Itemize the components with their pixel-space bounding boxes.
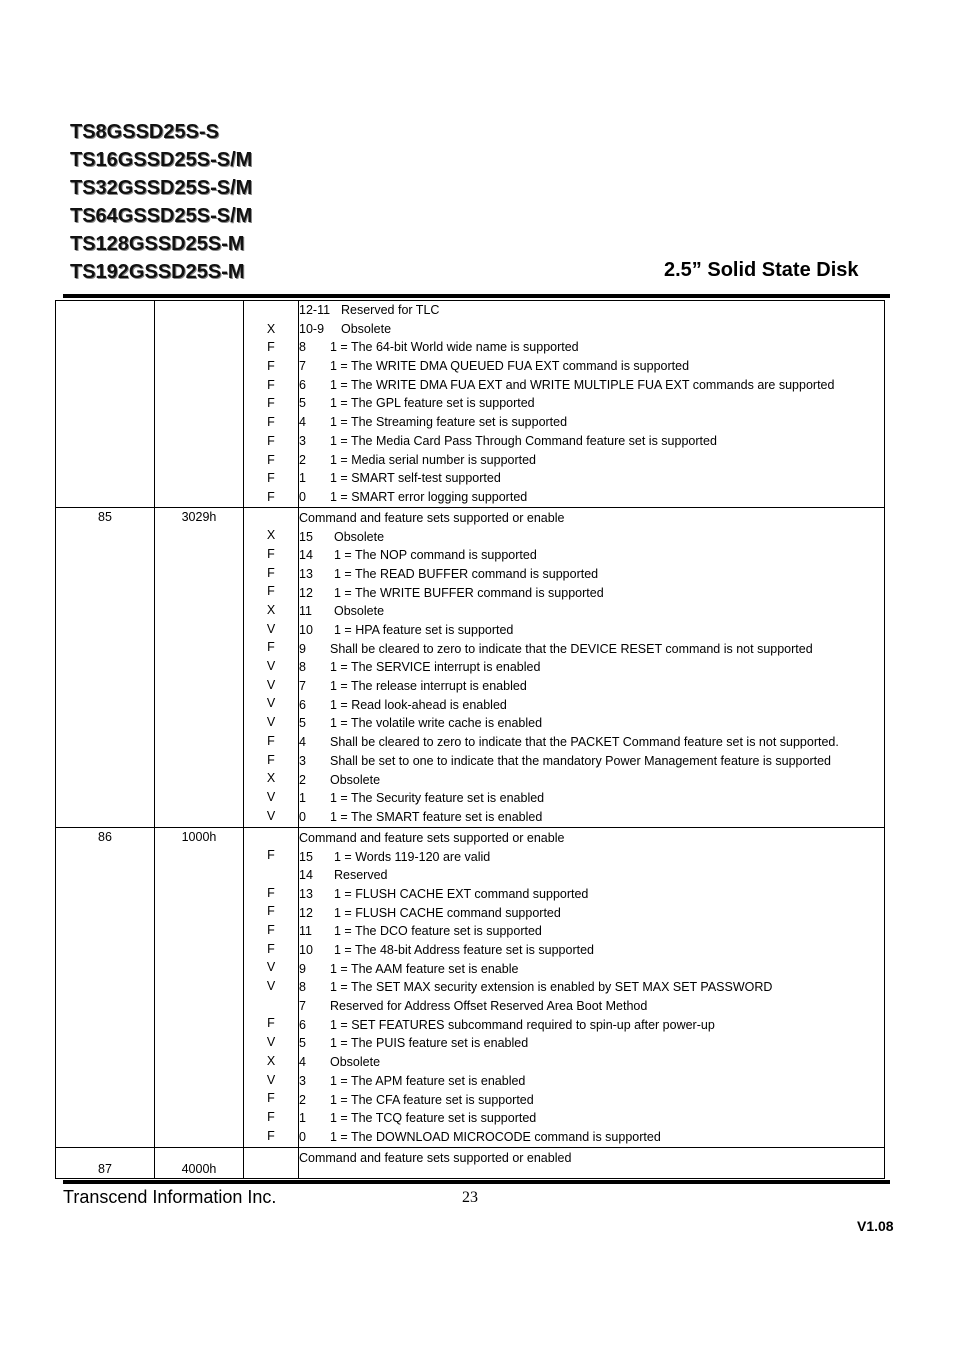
bit-description bbox=[299, 357, 884, 376]
bit-number: 3 bbox=[299, 753, 306, 768]
flag-value: V bbox=[266, 808, 276, 823]
flag-value: F bbox=[267, 489, 275, 504]
flag-value: F bbox=[267, 565, 275, 580]
bit-description bbox=[299, 752, 884, 771]
bit-text: 1 = The SET MAX security extension is enabled by SET MAX SET PASSWORD bbox=[330, 980, 773, 995]
bit-description bbox=[299, 376, 884, 395]
bit-text: 1 = HPA feature set is supported bbox=[334, 623, 514, 637]
bit-description bbox=[299, 301, 884, 320]
bit-text: Reserved for Address Offset Reserved Area Boot Method bbox=[330, 999, 648, 1014]
flag-value: F bbox=[267, 941, 275, 956]
bit-text: 1 = The WRITE DMA QUEUED FUA EXT command is supported bbox=[330, 359, 690, 374]
bit-number: 15 bbox=[299, 529, 313, 544]
word-number bbox=[56, 301, 154, 320]
flag-value: F bbox=[267, 1109, 275, 1124]
group-heading: Command and feature sets supported or enable bbox=[299, 510, 565, 525]
flag-value: F bbox=[267, 1128, 275, 1143]
bit-description bbox=[299, 621, 884, 640]
bit-number: 1 bbox=[299, 791, 306, 806]
bit-number: 3 bbox=[299, 1073, 306, 1088]
flag-value: F bbox=[267, 452, 275, 467]
flag-value bbox=[244, 996, 298, 1015]
bit-description bbox=[299, 602, 884, 621]
bit-number: 1 bbox=[299, 1111, 306, 1126]
flag-cell bbox=[244, 1147, 299, 1179]
bit-number: 4 bbox=[299, 735, 306, 750]
bit-text: 1 = SET FEATURES subcommand required to spin-up after power-up bbox=[330, 1017, 715, 1032]
flag-value: F bbox=[267, 904, 275, 919]
bit-number: 14 bbox=[299, 548, 313, 563]
model-name: TS128GSSD25S-M bbox=[70, 233, 245, 255]
bit-description bbox=[299, 565, 884, 584]
bit-description bbox=[299, 997, 884, 1016]
company-name: Transcend Information Inc. bbox=[63, 1187, 277, 1207]
bit-description bbox=[299, 771, 884, 790]
bit-description bbox=[299, 488, 884, 507]
flag-value: V bbox=[266, 1072, 276, 1087]
flag-value: F bbox=[267, 885, 275, 900]
bit-text: 1 = The GPL feature set is supported bbox=[330, 396, 535, 411]
table-row bbox=[56, 827, 885, 1147]
group-heading: Command and feature sets supported or enabled bbox=[299, 1150, 572, 1165]
bit-description bbox=[299, 904, 884, 923]
default-value-cell bbox=[155, 1147, 244, 1179]
bit-description bbox=[299, 789, 884, 808]
flag-value: F bbox=[267, 848, 275, 863]
bit-description bbox=[299, 320, 884, 339]
bit-text: Obsolete bbox=[341, 321, 392, 336]
bit-description bbox=[299, 469, 884, 488]
bit-text: Obsolete bbox=[334, 529, 385, 544]
flag-value: X bbox=[266, 321, 276, 336]
bit-description bbox=[299, 978, 884, 997]
flag-cell bbox=[244, 301, 299, 508]
flag-value: F bbox=[267, 640, 275, 655]
page-number: 23 bbox=[462, 1189, 478, 1206]
bit-text: 1 = The AAM feature set is enable bbox=[330, 961, 519, 976]
bit-description bbox=[299, 451, 884, 470]
bit-number: 7 bbox=[299, 999, 306, 1014]
bit-description bbox=[299, 338, 884, 357]
bit-description bbox=[299, 848, 884, 867]
bit-description bbox=[299, 714, 884, 733]
bit-description bbox=[299, 696, 884, 715]
bit-description bbox=[299, 1016, 884, 1035]
bit-text: 1 = The SERVICE interrupt is enabled bbox=[330, 660, 541, 675]
bit-text: 1 = The APM feature set is enabled bbox=[330, 1073, 526, 1088]
model-name: TS192GSSD25S-M bbox=[70, 261, 245, 283]
bit-number: 7 bbox=[299, 359, 306, 374]
bit-text: 1 = SMART self-test supported bbox=[330, 471, 501, 486]
description-cell bbox=[299, 301, 885, 508]
group-heading: Command and feature sets supported or enable bbox=[299, 830, 565, 845]
bit-text: 1 = The SMART feature set is enabled bbox=[330, 809, 543, 824]
bit-number: 4 bbox=[299, 1055, 306, 1070]
bit-text: 1 = FLUSH CACHE command supported bbox=[334, 905, 561, 920]
bit-text: 1 = The Security feature set is enabled bbox=[330, 791, 545, 806]
bit-description bbox=[299, 1128, 884, 1147]
document-version: V1.08 bbox=[857, 1218, 894, 1234]
flag-value: X bbox=[266, 1053, 276, 1068]
flag-spacer bbox=[244, 1148, 298, 1167]
description-cell bbox=[299, 1147, 885, 1179]
bit-text: 1 = The READ BUFFER command is supported bbox=[334, 566, 599, 581]
bit-number: 3 bbox=[299, 433, 306, 448]
bit-number: 11 bbox=[299, 924, 312, 939]
flag-value: F bbox=[267, 471, 275, 486]
bit-text: Shall be cleared to zero to indicate that the DEVICE RESET command is not supported bbox=[330, 641, 813, 656]
word-number: 85 bbox=[98, 509, 112, 524]
bit-number: 11 bbox=[299, 604, 312, 619]
word-cell bbox=[56, 827, 155, 1147]
bit-text: Obsolete bbox=[334, 604, 385, 619]
flag-value: F bbox=[267, 733, 275, 748]
bit-description bbox=[299, 885, 884, 904]
flag-value bbox=[244, 301, 298, 320]
default-value: 1000h bbox=[181, 829, 217, 844]
bit-text: 1 = The CFA feature set is supported bbox=[330, 1092, 534, 1107]
bit-number: 13 bbox=[299, 886, 313, 901]
flag-value: F bbox=[267, 340, 275, 355]
bit-text: Obsolete bbox=[330, 772, 381, 787]
model-list bbox=[70, 118, 252, 286]
bit-number: 8 bbox=[299, 340, 306, 355]
bit-text: 1 = The 64-bit World wide name is supported bbox=[330, 340, 579, 355]
bit-description bbox=[299, 1072, 884, 1091]
bit-text: 1 = The 48-bit Address feature set is supported bbox=[334, 943, 594, 957]
bit-number: 14 bbox=[299, 868, 313, 883]
model-name: TS16GSSD25S-S/M bbox=[70, 149, 253, 171]
word-number: 87 bbox=[98, 1161, 112, 1176]
table-row bbox=[56, 507, 885, 827]
flag-value: F bbox=[267, 752, 275, 767]
description-cell bbox=[299, 827, 885, 1147]
bit-description bbox=[299, 960, 884, 979]
flag-value: V bbox=[266, 979, 276, 994]
bit-number: 9 bbox=[299, 961, 306, 976]
table-row bbox=[56, 1147, 885, 1179]
bit-description bbox=[299, 432, 884, 451]
bit-number: 13 bbox=[299, 566, 313, 581]
bit-text: 1 = SMART error logging supported bbox=[330, 489, 528, 504]
bit-description bbox=[299, 677, 884, 696]
bit-description bbox=[299, 1034, 884, 1053]
bit-text: Reserved for TLC bbox=[341, 303, 440, 317]
bit-number: 6 bbox=[299, 1017, 306, 1032]
flag-value: F bbox=[267, 546, 275, 561]
bit-description bbox=[299, 733, 884, 752]
flag-value bbox=[244, 865, 298, 884]
bit-text: 1 = Read look-ahead is enabled bbox=[330, 697, 507, 712]
flag-spacer bbox=[244, 828, 298, 847]
bit-number: 12 bbox=[299, 585, 313, 600]
bit-text: 1 = The Streaming feature set is supported bbox=[330, 415, 568, 430]
bit-number: 1 bbox=[299, 471, 306, 486]
bit-text: Reserved bbox=[334, 868, 388, 883]
flag-value: V bbox=[266, 789, 276, 804]
bit-text: 1 = Words 119-120 are valid bbox=[334, 849, 491, 864]
bit-text: Obsolete bbox=[330, 1055, 381, 1070]
bit-text: 1 = The TCQ feature set is supported bbox=[330, 1111, 537, 1126]
flag-value: F bbox=[267, 359, 275, 374]
bit-text: 1 = FLUSH CACHE EXT command supported bbox=[334, 886, 589, 901]
flag-value: X bbox=[266, 528, 276, 543]
default-value-cell bbox=[155, 827, 244, 1147]
flag-value: F bbox=[267, 1016, 275, 1031]
flag-value: F bbox=[267, 923, 275, 937]
flag-value: V bbox=[266, 677, 276, 692]
bit-description bbox=[299, 1053, 884, 1072]
bit-description bbox=[299, 1109, 884, 1128]
bit-text: 1 = The DOWNLOAD MICROCODE command is supported bbox=[330, 1129, 661, 1144]
bit-number: 0 bbox=[299, 809, 306, 824]
flag-spacer bbox=[244, 508, 298, 527]
bit-number: 0 bbox=[299, 489, 306, 504]
model-name: TS32GSSD25S-S/M bbox=[70, 177, 253, 199]
flag-value: F bbox=[267, 433, 275, 448]
table-body bbox=[56, 301, 885, 1179]
default-value: 4000h bbox=[181, 1161, 217, 1176]
bit-number: 12 bbox=[299, 905, 313, 920]
flag-value: F bbox=[267, 396, 275, 411]
flag-value: F bbox=[267, 415, 275, 430]
bit-text: 1 = The WRITE BUFFER command is supported bbox=[334, 585, 604, 600]
default-value: 3029h bbox=[181, 509, 217, 524]
bit-description bbox=[299, 546, 884, 565]
bit-text: 1 = The Media Card Pass Through Command feature set is supported bbox=[330, 433, 717, 448]
default-value-cell bbox=[155, 301, 244, 508]
identify-device-table bbox=[55, 300, 885, 1179]
flag-value: F bbox=[267, 1091, 275, 1106]
default-value-cell bbox=[155, 507, 244, 827]
bit-text: Shall be set to one to indicate that the mandatory Power Management feature is supported bbox=[330, 753, 832, 768]
bit-text: 1 = The PUIS feature set is enabled bbox=[330, 1036, 529, 1051]
flag-value: F bbox=[267, 377, 275, 392]
bit-number: 6 bbox=[299, 377, 306, 392]
bit-description bbox=[299, 922, 884, 941]
bit-number: 6 bbox=[299, 697, 306, 712]
bit-text: 1 = The volatile write cache is enabled bbox=[330, 716, 543, 731]
bit-number: 4 bbox=[299, 415, 306, 430]
bit-number: 15 bbox=[299, 849, 313, 864]
bit-text: 1 = The WRITE DMA FUA EXT and WRITE MULTIPLE FUA EXT commands are supported bbox=[330, 377, 835, 392]
flag-cell bbox=[244, 827, 299, 1147]
bit-description bbox=[299, 640, 884, 659]
bit-text: 1 = The DCO feature set is supported bbox=[334, 924, 542, 939]
bit-number: 5 bbox=[299, 1036, 306, 1051]
bit-number: 7 bbox=[299, 679, 306, 694]
word-cell bbox=[56, 1147, 155, 1179]
default-value bbox=[155, 301, 243, 320]
model-name: TS64GSSD25S-S/M bbox=[70, 205, 253, 227]
bit-description bbox=[299, 866, 884, 885]
bit-description bbox=[299, 413, 884, 432]
flag-value: V bbox=[266, 659, 276, 674]
bit-number: 8 bbox=[299, 660, 306, 675]
bit-number: 2 bbox=[299, 452, 306, 467]
bit-description bbox=[299, 394, 884, 413]
flag-value: V bbox=[266, 621, 276, 636]
flag-cell bbox=[244, 507, 299, 827]
header-divider bbox=[63, 294, 890, 298]
document-subtitle: 2.5” Solid State Disk bbox=[664, 259, 859, 281]
flag-value: V bbox=[266, 960, 276, 975]
model-name: TS8GSSD25S-S bbox=[70, 121, 219, 143]
bit-description bbox=[299, 528, 884, 547]
word-number: 86 bbox=[98, 829, 112, 844]
bit-description bbox=[299, 941, 884, 960]
flag-value: X bbox=[266, 603, 276, 617]
bit-number: 9 bbox=[299, 641, 306, 656]
footer-divider bbox=[63, 1180, 890, 1184]
bit-text: 1 = The release interrupt is enabled bbox=[330, 679, 527, 694]
flag-value: V bbox=[266, 715, 276, 730]
bit-number: 10 bbox=[299, 943, 313, 957]
bit-number: 5 bbox=[299, 396, 306, 411]
word-cell bbox=[56, 301, 155, 508]
bit-number: 10 bbox=[299, 623, 313, 637]
bit-number: 2 bbox=[299, 772, 306, 787]
bit-description bbox=[299, 658, 884, 677]
flag-value: X bbox=[266, 771, 276, 786]
word-cell bbox=[56, 507, 155, 827]
bit-text: 1 = The NOP command is supported bbox=[334, 548, 537, 563]
bit-number: 12-11 bbox=[299, 303, 331, 317]
bit-number: 2 bbox=[299, 1092, 306, 1107]
bit-text: 1 = Media serial number is supported bbox=[330, 452, 537, 467]
bit-number: 8 bbox=[299, 980, 306, 995]
bit-description bbox=[299, 1091, 884, 1110]
bit-number: 0 bbox=[299, 1129, 306, 1144]
bit-number: 10-9 bbox=[299, 321, 325, 336]
flag-value: V bbox=[266, 696, 276, 711]
table-row bbox=[56, 301, 885, 508]
flag-value: V bbox=[266, 1035, 276, 1050]
bit-number: 5 bbox=[299, 716, 306, 731]
description-cell bbox=[299, 507, 885, 827]
flag-value: F bbox=[267, 584, 275, 599]
bit-text: Shall be cleared to zero to indicate that the PACKET Command feature set is not supported. bbox=[330, 735, 839, 750]
bit-description bbox=[299, 584, 884, 603]
bit-description bbox=[299, 808, 884, 827]
